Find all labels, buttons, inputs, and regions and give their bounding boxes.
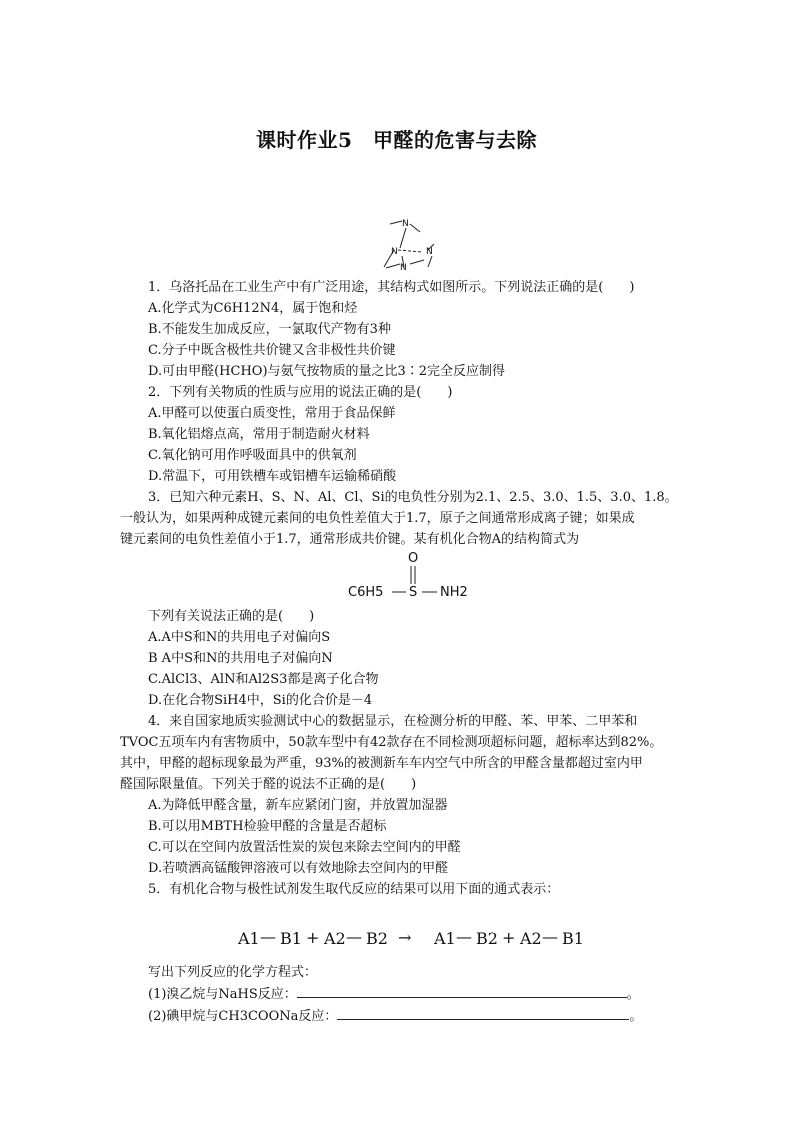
q4-line-4: 醛国际限量值。下列关于醛的说法不正确的是( ) (120, 777, 417, 792)
q3-stem: 下列有关说法正确的是( ) (148, 609, 315, 624)
q5-prompt: 写出下列反应的化学方程式： (148, 965, 318, 980)
q2-stem: 2．下列有关物质的性质与应用的说法正确的是( ) (148, 385, 453, 400)
q3-option-b: B A中S和N的共用电子对偏向N (148, 651, 333, 666)
q1-option-a: A.化学式为C6H12N4，属于饱和烃 (148, 301, 358, 316)
q5-general-equation (236, 912, 592, 952)
q4-option-a: A.为降低甲醛含量，新车应紧闭门窗，并放置加湿器 (148, 798, 448, 813)
q5-answer-blank-2[interactable] (337, 1006, 629, 1020)
eq-b2: B2 (366, 929, 388, 948)
atom-n-top: N (402, 219, 409, 229)
q4-option-c: C.可以在空间内放置活性炭的炭包来除去空间内的甲醛 (148, 840, 461, 855)
q1-option-d: D.可由甲醛(HCHO)与氨气按物质的量之比3∶2完全反应制得 (148, 364, 506, 379)
q1-option-c: C.分子中既含极性共价键又含非极性共价键 (148, 343, 396, 358)
q2-option-c: C.氧化钠可用作呼吸面具中的供氧剂 (148, 448, 357, 463)
eq-a1: A1 (238, 929, 260, 948)
eq-a1-product: A1 (434, 929, 456, 948)
q2-option-d: D.常温下，可用铁槽车或铝槽车运输稀硝酸 (148, 469, 397, 484)
q4-option-b: B.可以用MBTH检验甲醛的含量是否超标 (148, 819, 387, 834)
page-title: 课时作业5 甲醛的危害与去除 (256, 128, 537, 152)
eq-a2-product: A2 (520, 929, 542, 948)
eq-arrow: → (398, 928, 412, 947)
eq-dash-1: — (260, 927, 276, 946)
eq-dash-2: — (346, 927, 362, 946)
q3-option-d: D.在化合物SiH4中，Si的化合价是－4 (148, 693, 373, 708)
q3-option-a: A.A中S和N的共用电子对偏向S (148, 630, 331, 645)
q5-part-1-end: 。 (626, 987, 640, 1002)
q4-option-d: D.若喷洒高锰酸钾溶液可以有效地除去空间内的甲醛 (148, 861, 449, 876)
atom-o: O (408, 551, 419, 566)
atom-n-bottom: N (400, 263, 407, 273)
q4-line-2: TVOC五项车内有害物质中，50款车型中有42款存在不同检测项超标问题，超标率达到82%。 (120, 735, 663, 750)
group-nh2: NH2 (440, 585, 468, 600)
q2-option-b: B.氧化铝熔点高，常用于制造耐火材料 (148, 427, 370, 442)
q5-stem: 5．有机化合物与极性试剂发生取代反应的结果可以用下面的通式表示： (148, 882, 560, 897)
eq-plus: + (306, 928, 320, 947)
q5-part-2-label: (2)碘甲烷与CH3COONa反应： (148, 1009, 338, 1024)
eq-plus-2: + (502, 928, 516, 947)
q3-line-2: 一般认为，如果两种成键元素间的电负性差值大于1.7，原子之间通常形成离子键；如果成 (120, 511, 635, 526)
eq-b1: B1 (280, 929, 302, 948)
q5-part-1 (148, 984, 640, 1005)
q3-line-1: 3．已知六种元素H、S、N、Al、Cl、Si的电负性分别为2.1、2.5、3.0、1.5、3.0、1.8。 (148, 490, 678, 505)
q3-option-c: C.AlCl3、AlN和Al2S3都是离子化合物 (148, 672, 379, 687)
eq-a2: A2 (324, 929, 346, 948)
group-c6h5: C6H5 (348, 585, 384, 600)
eq-b1-product: B1 (562, 929, 584, 948)
q5-part-2 (148, 1006, 642, 1027)
q5-answer-blank-1[interactable] (297, 984, 627, 998)
q4-line-3: 其中，甲醛的超标现象最为严重，93%的被测新车车内空气中所含的甲醛含量都超过室内甲 (120, 756, 643, 771)
eq-b2-product: B2 (476, 929, 498, 948)
atom-n-left: N (391, 247, 398, 257)
eq-dash-3: — (456, 927, 472, 946)
q5-part-2-end: 。 (629, 1009, 643, 1024)
eq-dash-4: — (542, 927, 558, 946)
q4-line-1: 4．来自国家地质实验测试中心的数据显示，在检测分析的甲醛、苯、甲苯、二甲苯和 (148, 714, 638, 729)
atom-n-right: N (426, 247, 433, 257)
q3-line-3: 键元素间的电负性差值小于1.7，通常形成共价键。某有机化合物A的结构简式为 (120, 532, 580, 547)
compound-a-structure (348, 548, 476, 604)
q1-stem: 1．乌洛托品在工业生产中有广泛用途，其结构式如图所示。下列说法正确的是( ) (148, 280, 635, 295)
q1-option-b: B.不能发生加成反应，一氯取代产物有3种 (148, 322, 391, 337)
atom-s: S (409, 585, 418, 600)
urotropine-structure (376, 212, 442, 274)
q2-option-a: A.甲醛可以使蛋白质变性，常用于食品保鲜 (148, 406, 396, 421)
q5-part-1-label: (1)溴乙烷与NaHS反应： (148, 987, 297, 1002)
